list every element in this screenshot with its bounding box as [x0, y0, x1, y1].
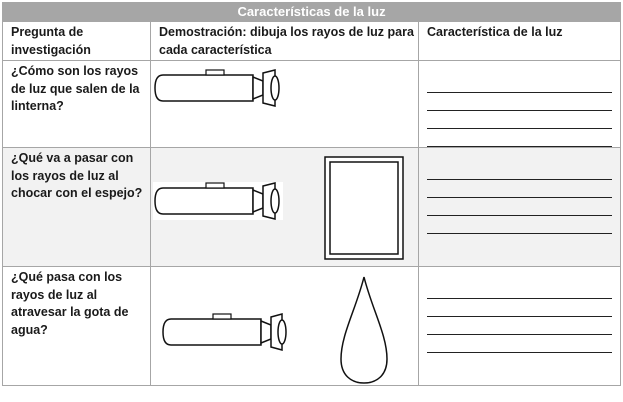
- question-cell: ¿Cómo son los rayos de luz que salen de la linterna?: [3, 61, 151, 148]
- answer-line[interactable]: [427, 75, 612, 93]
- question-cell: ¿Qué va a pasar con los rayos de luz al chocar con el espejo?: [3, 148, 151, 267]
- header-demonstration: Demostración: dibuja los rayos de luz para cada característica: [151, 22, 419, 61]
- table-row: [3, 61, 621, 148]
- demonstration-cell[interactable]: [151, 267, 419, 386]
- answer-line[interactable]: [427, 335, 612, 353]
- answer-cell[interactable]: [419, 148, 621, 267]
- table-title: Características de la luz: [3, 3, 621, 22]
- demonstration-cell[interactable]: [151, 148, 419, 267]
- answer-cell[interactable]: [419, 267, 621, 386]
- table-row: [3, 267, 621, 386]
- answer-line[interactable]: [427, 299, 612, 317]
- table-row: [3, 148, 621, 267]
- light-characteristics-table: [2, 2, 621, 386]
- answer-line[interactable]: [427, 281, 612, 299]
- answer-line[interactable]: [427, 111, 612, 129]
- answer-line[interactable]: [427, 198, 612, 216]
- answer-cell[interactable]: [419, 61, 621, 148]
- header-question: Pregunta de investigación: [3, 22, 151, 61]
- answer-line[interactable]: [427, 317, 612, 335]
- answer-line[interactable]: [427, 180, 612, 198]
- question-cell: ¿Qué pasa con los rayos de luz al atravesar la gota de agua?: [3, 267, 151, 386]
- water-drop-icon: [341, 277, 387, 383]
- answer-line[interactable]: [427, 93, 612, 111]
- flashlight-icon: [151, 148, 419, 266]
- header-characteristic: Característica de la luz: [419, 22, 621, 61]
- flashlight-icon: [151, 61, 419, 147]
- answer-line[interactable]: [427, 162, 612, 180]
- flashlight-icon: [151, 267, 419, 385]
- answer-line[interactable]: [427, 216, 612, 234]
- mirror-icon: [325, 157, 403, 259]
- demonstration-cell[interactable]: [151, 61, 419, 148]
- answer-line[interactable]: [427, 129, 612, 147]
